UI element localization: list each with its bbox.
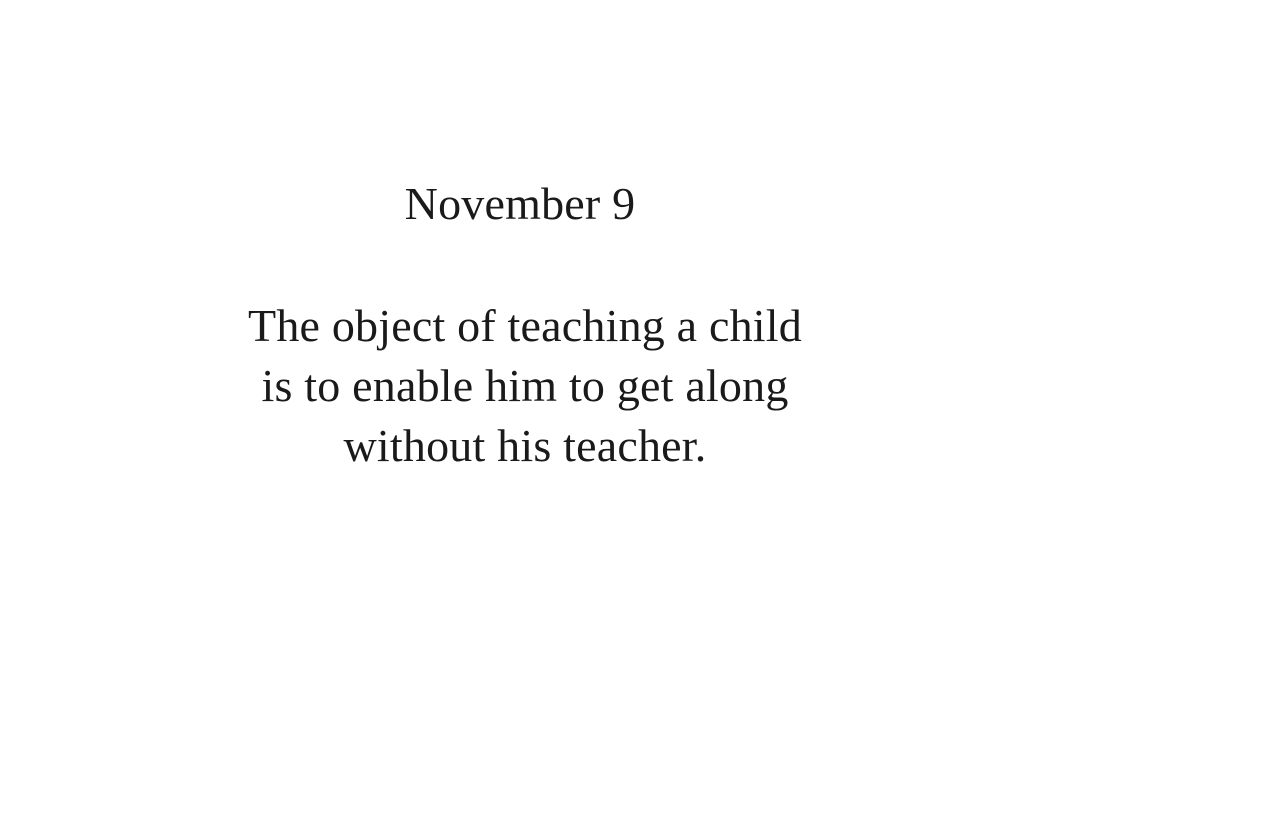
date-heading: November 9 [404,178,636,229]
quote-line-2: is to enable him to get along [261,360,789,411]
quote-line-3: without his teacher. [343,420,707,471]
quote-line-1: The object of teaching a child [248,300,802,351]
quote-block [175,296,875,476]
